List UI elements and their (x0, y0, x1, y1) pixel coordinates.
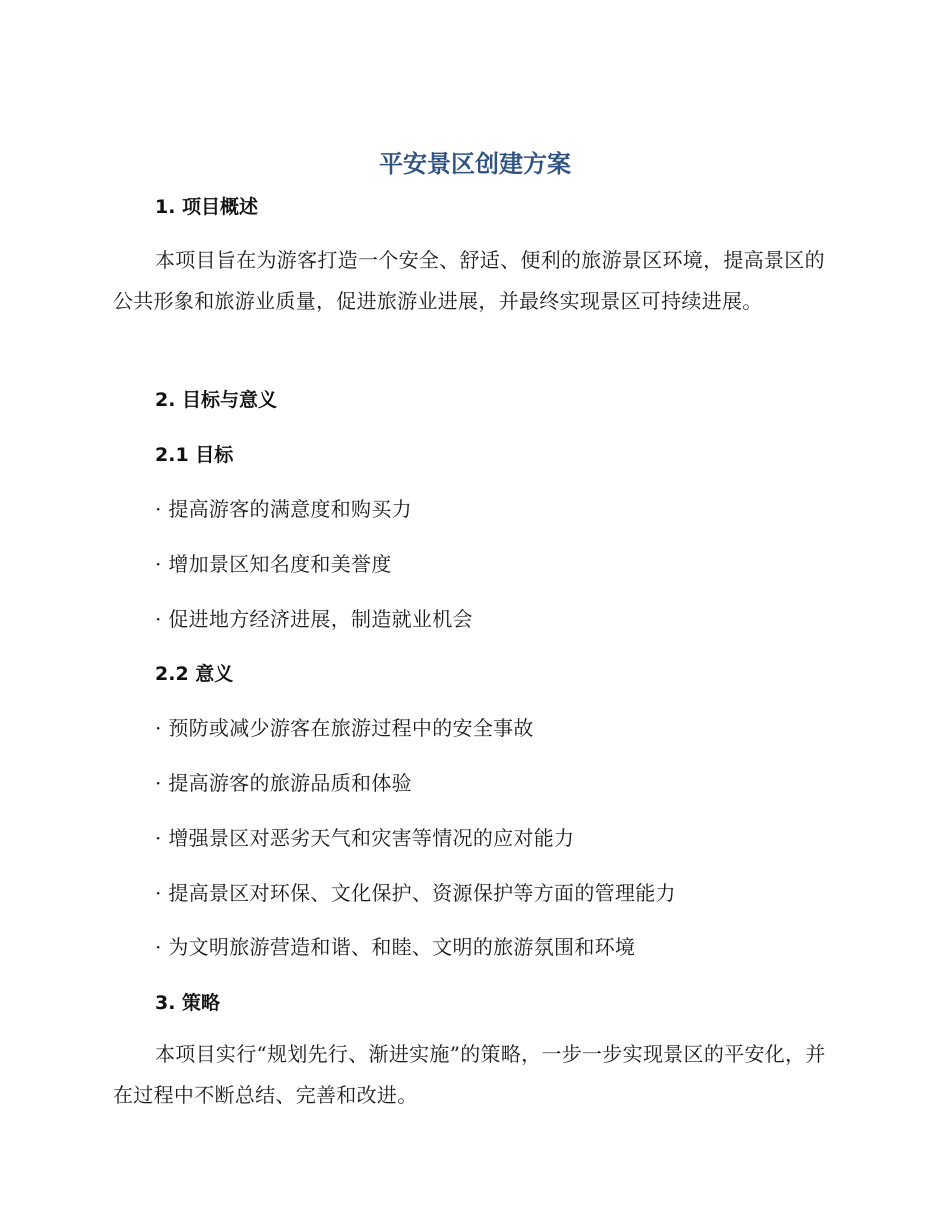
significance-list-item: · 增强景区对恶劣天气和灾害等情况的应对能力 (155, 826, 575, 850)
significance-list-item: · 提高景区对环保、文化保护、资源保护等方面的管理能力 (155, 881, 676, 905)
goal-list-item: · 提高游客的满意度和购买力 (155, 497, 412, 521)
significance-list-item: · 预防或减少游客在旅游过程中的安全事故 (155, 716, 534, 740)
section-2-1-heading: 2.1 目标 (155, 444, 234, 466)
section-1-heading: 1. 项目概述 (155, 196, 259, 218)
section-3-heading: 3. 策略 (155, 992, 221, 1014)
goal-list-item: · 增加景区知名度和美誉度 (155, 552, 392, 576)
document-title: 平安景区创建方案 (379, 150, 571, 178)
section-1-paragraph: 本项目旨在为游客打造一个安全、舒适、便利的旅游景区环境，提高景区的公共形象和旅游业质量，促进旅游业进展，并最终实现景区可持续进展。 (113, 248, 825, 313)
significance-list-item: · 为文明旅游营造和谐、和睦、文明的旅游氛围和环境 (155, 935, 636, 959)
section-3-paragraph: 本项目实行“规划先行、渐进实施”的策略，一步一步实现景区的平安化，并在过程中不断总结、完善和改进。 (113, 1042, 826, 1107)
section-2-2-heading: 2.2 意义 (155, 663, 234, 685)
goal-list-item: · 促进地方经济进展，制造就业机会 (155, 607, 473, 631)
significance-list-item: · 提高游客的旅游品质和体验 (155, 771, 412, 795)
section-2-heading: 2. 目标与意义 (155, 389, 278, 411)
